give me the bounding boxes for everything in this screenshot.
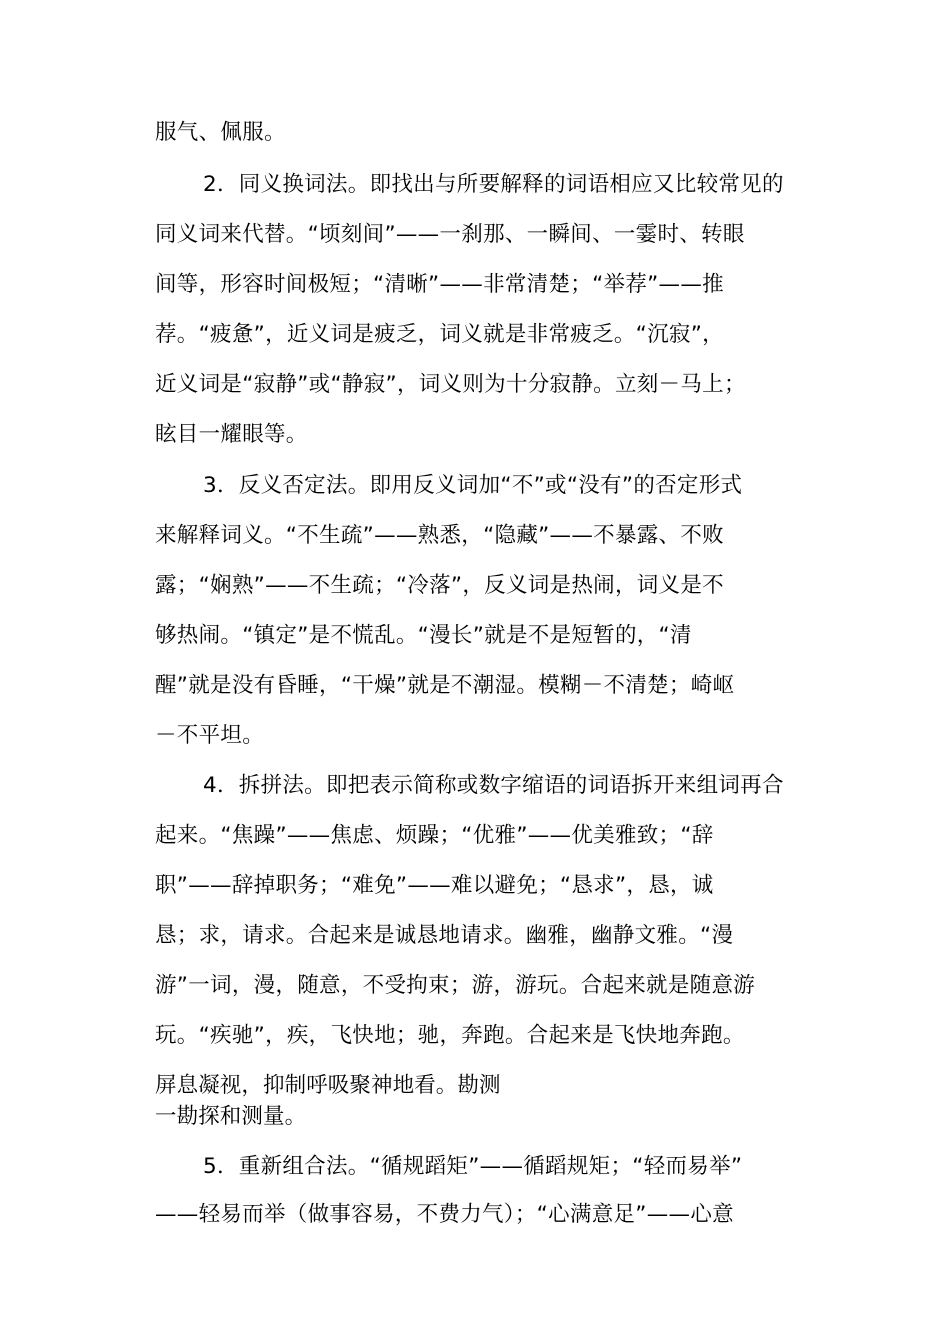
- text-line: －不平坦。: [155, 723, 265, 748]
- text-line: 近义词是“寂静”或“静寂”，词义则为十分寂静。立刻－马上；: [155, 372, 746, 397]
- text-line: 同义词来代替。“顷刻间”——一刹那、一瞬间、一霎时、转眼: [155, 222, 745, 247]
- text-line: 够热闹。“镇定”是不慌乱。“漫长”就是不是短暂的，“清: [155, 623, 692, 648]
- text-line: 间等，形容时间极短；“清晰”——非常清楚；“举荐”——推: [155, 272, 724, 297]
- paragraph-3-heading: 3．反义否定法。即用反义词加“不”或“没有”的否定形式: [203, 473, 743, 498]
- text-line: 眩目一耀眼等。: [155, 422, 308, 447]
- text-line: 荐。“疲惫”，近义词是疲乏，词义就是非常疲乏。“沉寂”，: [155, 322, 724, 347]
- text-line: 起来。“焦躁”——焦虑、烦躁；“优雅”——优美雅致；“辞: [155, 823, 714, 848]
- text-line: 露；“娴熟”——不生疏；“冷落”，反义词是热闹，词义是不: [155, 573, 724, 598]
- paragraph-2-heading: 2．同义换词法。即找出与所要解释的词语相应又比较常见的: [203, 172, 784, 197]
- text-line: ——轻易而举（做事容易，不费力气）；“心满意足”——心意: [155, 1202, 734, 1227]
- text-line: 服气、佩服。: [155, 120, 286, 145]
- text-line: 来解释词义。“不生疏”——熟悉，“隐藏”——不暴露、不败: [155, 523, 724, 548]
- text-line: 职”——辞掉职务；“难免”——难以避免；“恳求”，恳，诚: [155, 873, 714, 898]
- text-line: 游”一词，漫，随意，不受拘束；游，游玩。合起来就是随意游: [155, 973, 756, 998]
- paragraph-4-heading: 4．拆拼法。即把表示简称或数字缩语的词语拆开来组词再合: [203, 773, 784, 798]
- text-line: 玩。“疾驰”，疾，飞快地；驰，奔跑。合起来是飞快地奔跑。: [155, 1023, 745, 1048]
- paragraph-5-heading: 5．重新组合法。“循规蹈矩”——循蹈规矩；“轻而易举”: [203, 1154, 743, 1179]
- text-line: 醒”就是没有昏睡，“干燥”就是不潮湿。模糊－不清楚；崎岖: [155, 673, 735, 698]
- text-line: 一勘探和测量。: [155, 1104, 307, 1129]
- text-line: 恳；求，请求。合起来是诚恳地请求。幽雅，幽静文雅。“漫: [155, 923, 734, 948]
- text-line: 屏息凝视，抑制呼吸聚神地看。勘测: [155, 1073, 501, 1098]
